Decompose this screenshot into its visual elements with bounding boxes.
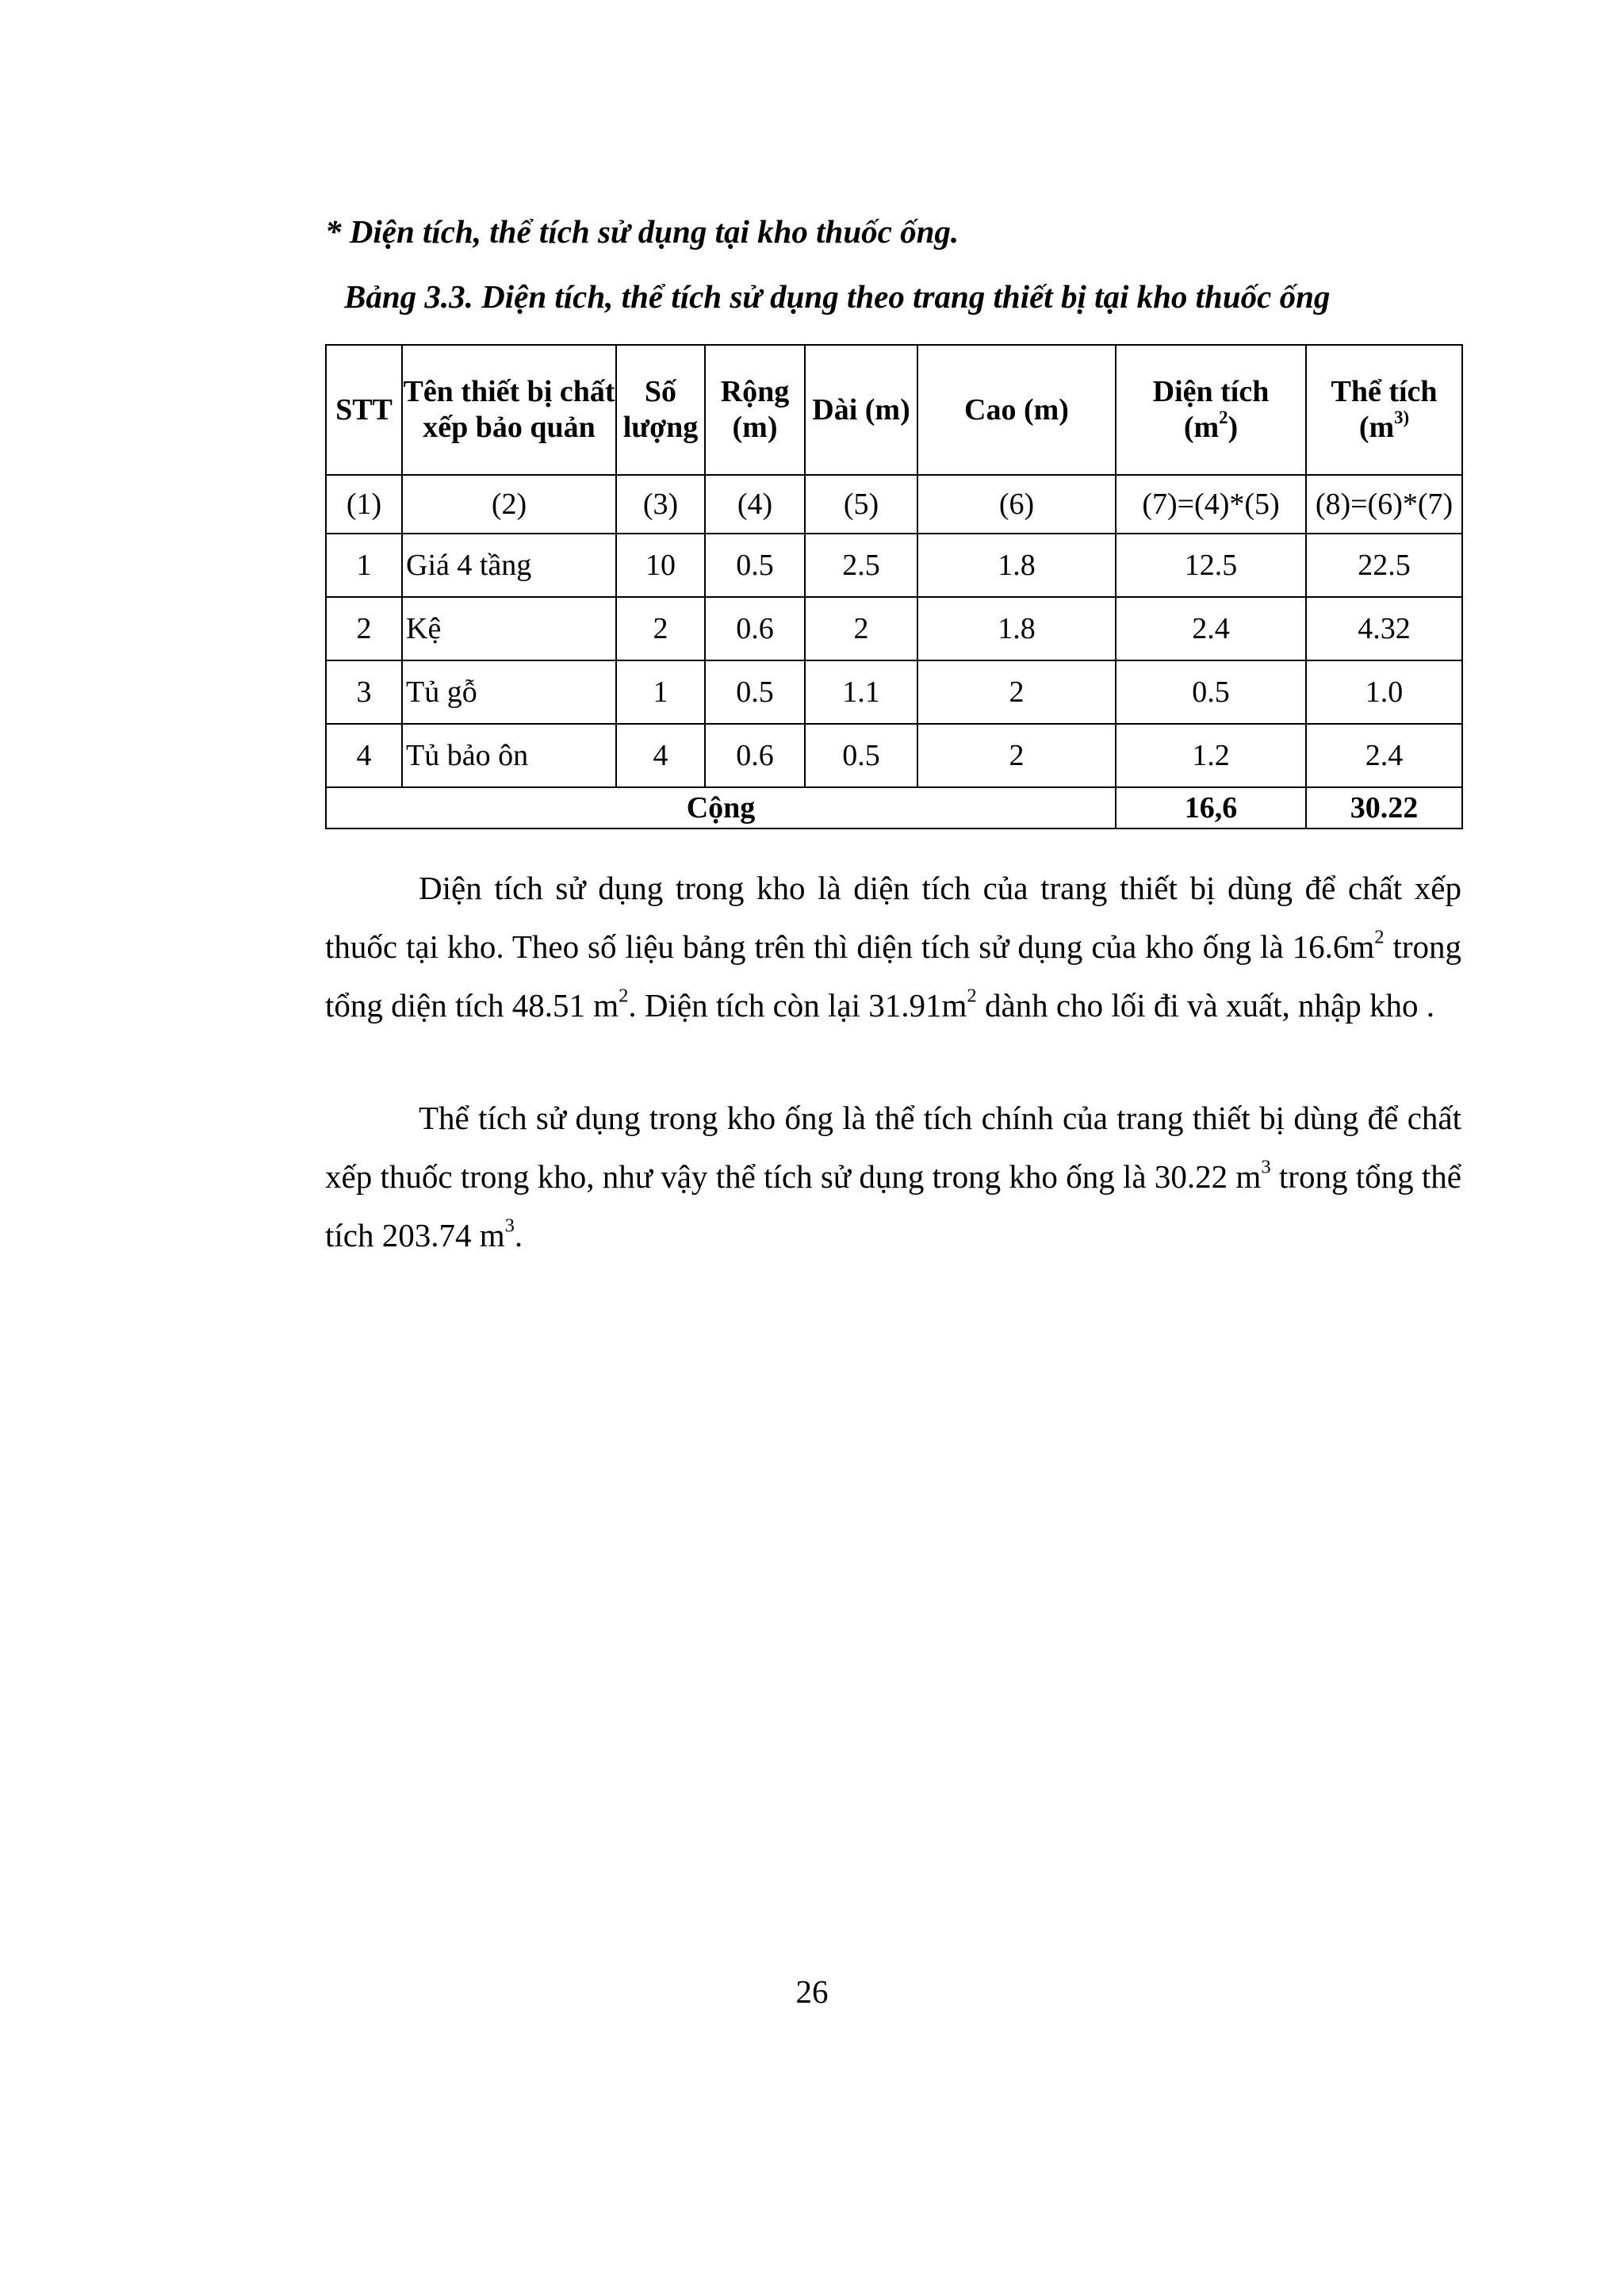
cell-volume: 22.5 [1306, 534, 1462, 597]
paragraph-area-usage: Diện tích sử dụng trong kho là diện tích của trang thiết bị dùng để chất xếp thuốc tại kho. Theo số liệu bảng trên thì diện tích sử dụng của kho ống là $16.6m^2$ trong tổng diện tích 48.51 $m^2$. Diện tích còn lại $31.91m^2$ dành cho lối đi và xuất, nhập kho . [325, 870, 1461, 1024]
cell-volume: 1.0 [1306, 660, 1462, 724]
cell-width: 0.5 [705, 534, 805, 597]
header-stt: STT [326, 345, 402, 475]
cell-area: 0.5 [1116, 660, 1306, 724]
section-heading: * Diện tích, thể tích sử dụng tại kho thuốc ống. [325, 213, 959, 250]
cell-area: 12.5 [1116, 534, 1306, 597]
cell-area: 1.2 [1116, 724, 1306, 787]
cell-width: 0.5 [705, 660, 805, 724]
index-cell: (6) [917, 475, 1116, 534]
cell-stt: 3 [326, 660, 402, 724]
index-cell: (5) [805, 475, 917, 534]
cell-name: Tủ bảo ôn [402, 724, 616, 787]
cell-stt: 4 [326, 724, 402, 787]
index-cell: (7)=(4)*(5) [1116, 475, 1306, 534]
table-row [326, 660, 1462, 724]
table-row [326, 534, 1462, 597]
cell-qty: 10 [616, 534, 705, 597]
cell-name: Kệ [402, 597, 616, 660]
cell-area: 2.4 [1116, 597, 1306, 660]
cell-length: 0.5 [805, 724, 917, 787]
index-cell: (1) [326, 475, 402, 534]
header-height: Cao (m) [917, 345, 1116, 475]
table-row [326, 597, 1462, 660]
cell-name: Giá 4 tầng [402, 534, 616, 597]
header-qty: Số lượng [616, 345, 705, 475]
header-width: Rộng (m) [705, 345, 805, 475]
cell-height: 1.8 [917, 534, 1116, 597]
total-volume: 30.22 [1306, 787, 1462, 828]
cell-width: 0.6 [705, 597, 805, 660]
header-volume-unit: ($m^{3)}$ [1358, 407, 1410, 444]
cell-height: 1.8 [917, 597, 1116, 660]
index-cell: (4) [705, 475, 805, 534]
total-row [326, 787, 1462, 828]
cell-height: 2 [917, 660, 1116, 724]
header-area-label: Diện tích [1152, 375, 1270, 409]
cell-qty: 1 [616, 660, 705, 724]
cell-volume: 2.4 [1306, 724, 1462, 787]
cell-length: 1.1 [805, 660, 917, 724]
cell-length: 2 [805, 597, 917, 660]
total-area: 16,6 [1116, 787, 1306, 828]
header-volume-label: Thể tích [1331, 375, 1438, 409]
cell-stt: 1 [326, 534, 402, 597]
page-number: 26 [795, 1973, 829, 2010]
equipment-table [325, 344, 1463, 829]
header-area-unit: $(m^2)$ [1183, 407, 1239, 444]
cell-length: 2.5 [805, 534, 917, 597]
cell-volume: 4.32 [1306, 597, 1462, 660]
header-name: Tên thiết bị chất xếp bảo quản [402, 345, 616, 475]
column-index-row [326, 475, 1462, 534]
total-label: Cộng [326, 787, 1116, 828]
index-cell: (3) [616, 475, 705, 534]
paragraph-volume-usage: Thể tích sử dụng trong kho ống là thể tích chính của trang thiết bị dùng để chất xếp thuốc trong kho, như vậy thể tích sử dụng trong kho ống là 30.22 $m^3$ trong tổng thể tích 203.74 $m^3$. [325, 1100, 1461, 1253]
cell-qty: 4 [616, 724, 705, 787]
index-cell: (2) [402, 475, 616, 534]
cell-stt: 2 [326, 597, 402, 660]
cell-width: 0.6 [705, 724, 805, 787]
header-length: Dài (m) [805, 345, 917, 475]
header-row [326, 345, 1462, 475]
index-cell: (8)=(6)*(7) [1306, 475, 1462, 534]
header-area [1116, 345, 1306, 475]
cell-qty: 2 [616, 597, 705, 660]
cell-name: Tủ gỗ [402, 660, 616, 724]
cell-height: 2 [917, 724, 1116, 787]
table-row [326, 724, 1462, 787]
header-volume [1306, 345, 1462, 475]
table-caption: Bảng 3.3. Diện tích, thể tích sử dụng theo trang thiết bị tại kho thuốc ống [344, 278, 1331, 315]
